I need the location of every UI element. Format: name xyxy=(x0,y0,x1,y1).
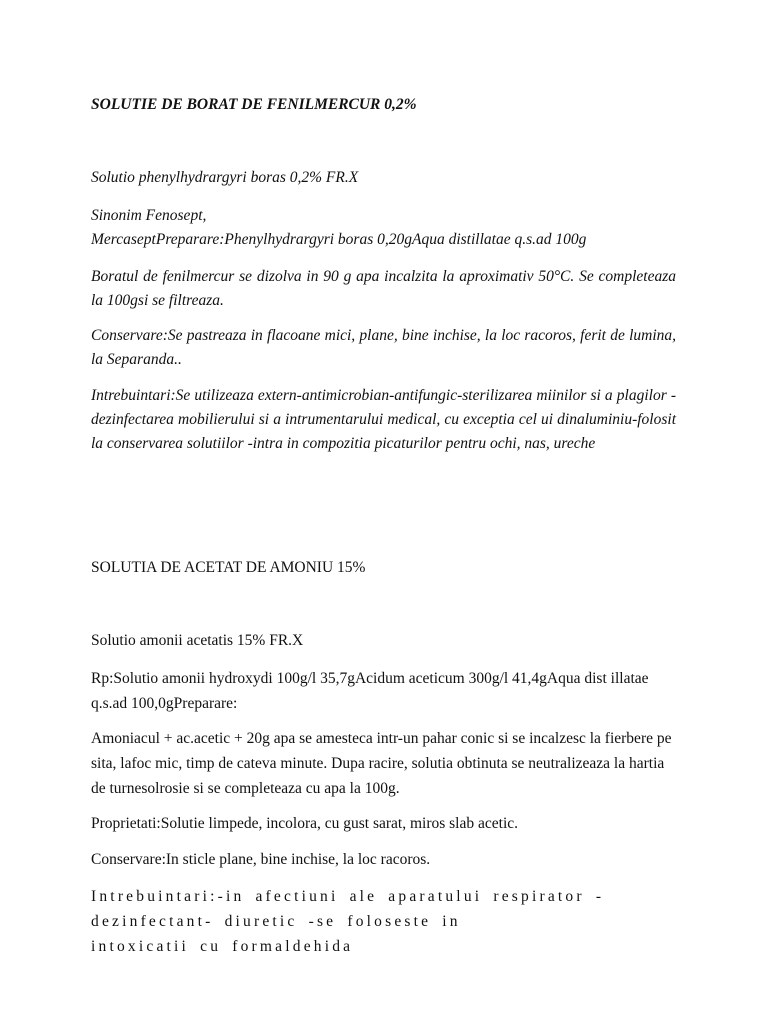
section2-latin-name: Solutio amonii acetatis 15% FR.X xyxy=(91,632,304,649)
section2-intrebuintari-line1: Intrebuintari:-in afectiuni ale aparatului respirator - xyxy=(91,888,605,905)
section1-intrebuintari: Intrebuintari:Se utilizeaza extern-antimicrobian-antifungic-sterilizarea miinilor si a plagilor -dezinfectarea mobilierului si a intrumentarului medical, cu exceptia cel ui dinaluminiu-folosit la conservarea solutiilor -intra in compozitia picaturilor pentru ochi, nas, ureche xyxy=(91,387,676,452)
section1-preparation: Boratul de fenilmercur se dizolva in 90 g apa incalzita la aproximativ 50°C. Se completeaza la 100gsi se filtreaza. xyxy=(91,268,676,309)
section1-conservare: Conservare:Se pastreaza in flacoane mici, plane, bine inchise, la loc racoros, ferit de lumina, la Separanda.. xyxy=(91,327,676,368)
section2-intrebuintari-line3: intoxicatii cu formaldehida xyxy=(91,938,354,955)
section1-sinonim-line1: Sinonim Fenosept, xyxy=(91,207,207,224)
section2-title: SOLUTIA DE ACETAT DE AMONIU 15% xyxy=(91,559,366,576)
section2-rp: Rp:Solutio amonii hydroxydi 100g/l 35,7gAcidum aceticum 300g/l 41,4gAqua dist illatae q.s.ad 100,0gPreparare: xyxy=(91,670,649,712)
section2-proprietati: Proprietati:Solutie limpede, incolora, cu gust sarat, miros slab acetic. xyxy=(91,815,518,832)
section1-latin-name: Solutio phenylhydrargyri boras 0,2% FR.X xyxy=(91,169,359,186)
section1-sinonim-line2: MercaseptPreparare:Phenylhydrargyri boras 0,20gAqua distillatae q.s.ad 100g xyxy=(91,231,587,248)
section2-conservare: Conservare:In sticle plane, bine inchise, la loc racoros. xyxy=(91,851,431,868)
section2-preparation: Amoniacul + ac.acetic + 20g apa se amesteca intr-un pahar conic si se incalzesc la fierbere pe sita, lafoc mic, timp de cateva minute. Dupa racire, solutia obtinuta se neutralizeaza la hartia de turnesolrosie si se completeaza cu apa la 100g. xyxy=(91,730,672,797)
section2-intrebuintari-line2: dezinfectant- diuretic -se foloseste in xyxy=(91,913,461,930)
section1-title: SOLUTIE DE BORAT DE FENILMERCUR 0,2% xyxy=(91,96,417,113)
